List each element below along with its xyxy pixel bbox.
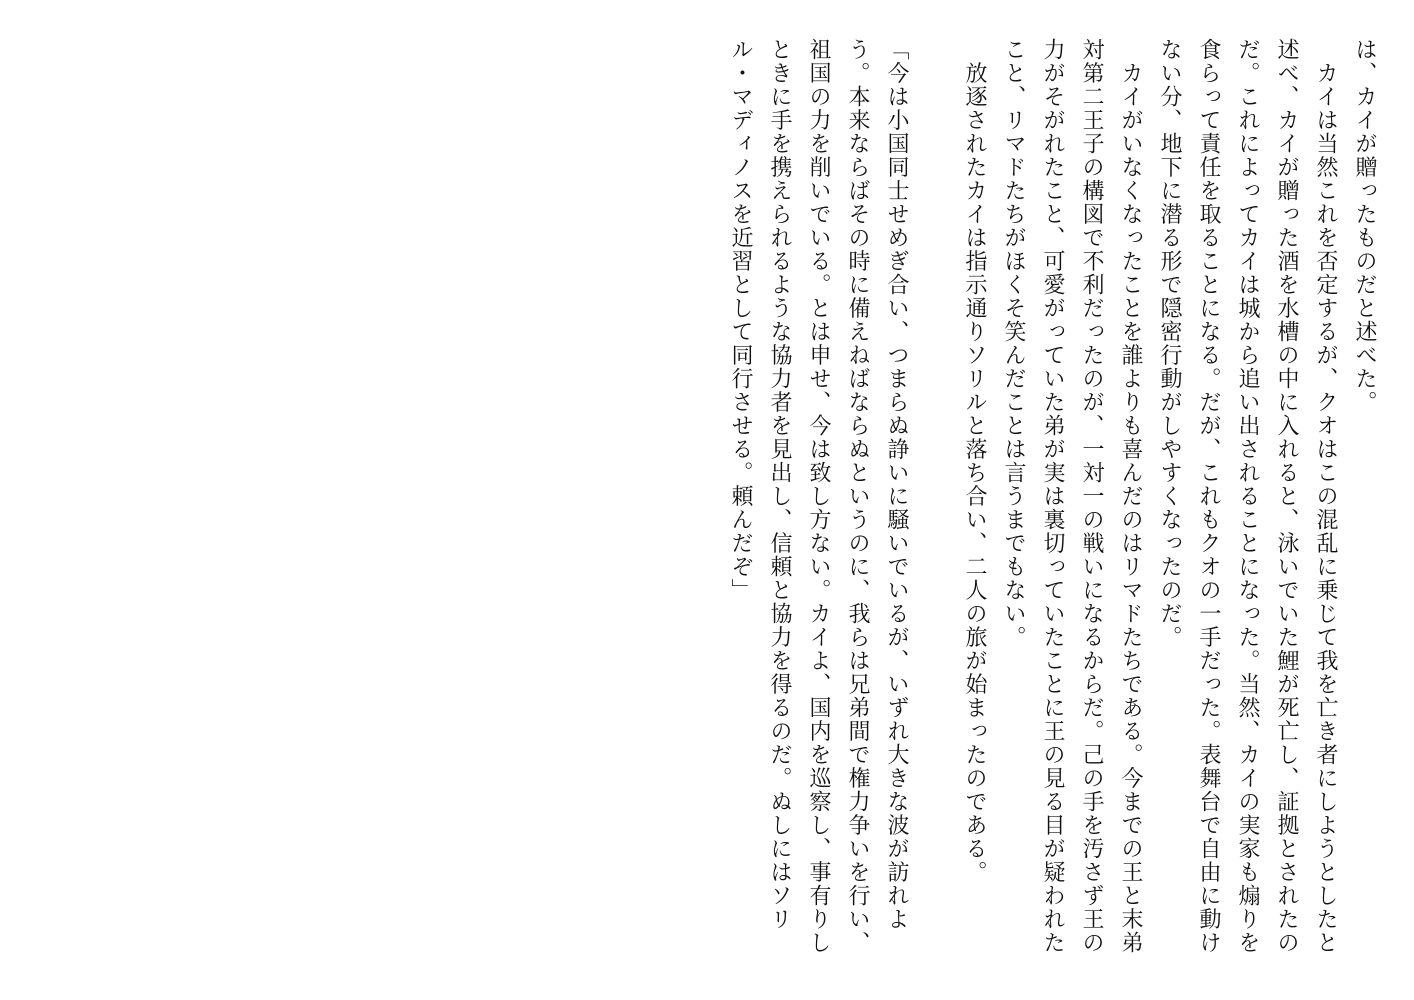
blank-line-separator (916, 38, 955, 968)
paragraph-4: 放逐されたカイは指示通りソリルと落ち合い、二人の旅が始まったのである。 (962, 38, 987, 884)
paragraph-3: カイがいなくなったことを誰よりも喜んだのはリマドたちである。今までの王と末弟対第二王子の構図で不利だったのが、一対一の戦いになるからだ。己の手を汚さず王の力がそがれたこと、可愛がっていた弟が実は裏切っていたことに王の見る目が疑われたこと、リマドたちがほくそ笑んだことは言うまでもない。 (1001, 38, 1143, 955)
vertical-text-body (721, 38, 1384, 968)
paragraph-1: は、カイが贈ったものだと述べた。 (1352, 38, 1377, 414)
paragraph-2: カイは当然これを否定するが、クオはこの混乱に乗じて我を亡き者にしようとしたと述べ、カイが贈った酒を水槽の中に入れると、泳いでいた鯉が死亡し、証拠とされたのだ。これによってカイは城から追い出されることになった。当然、カイの実家も煽りを食らって責任を取ることになる。だが、これもクオの一手だった。表舞台で自由に動けない分、地下に潜る形で隠密行動がしやすくなったのだ。 (1157, 38, 1338, 955)
paragraph-quote: 「今は小国同士せめぎ合い、つまらぬ諍いに騒いでいるが、いずれ大きな波が訪れよう。本来ならばその時に備えねばならぬというのに、我らは兄弟間で権力争いを行い、祖国の力を削いでいる。とは申せ、今は致し方ない。カイよ、国内を巡察し、事有りしときに手を携えられるような協力者を見出し、信頼と協力を得るのだ。ぬしにはソリル・マディノスを近習として同行させる。頼んだぞ」 (728, 38, 909, 955)
